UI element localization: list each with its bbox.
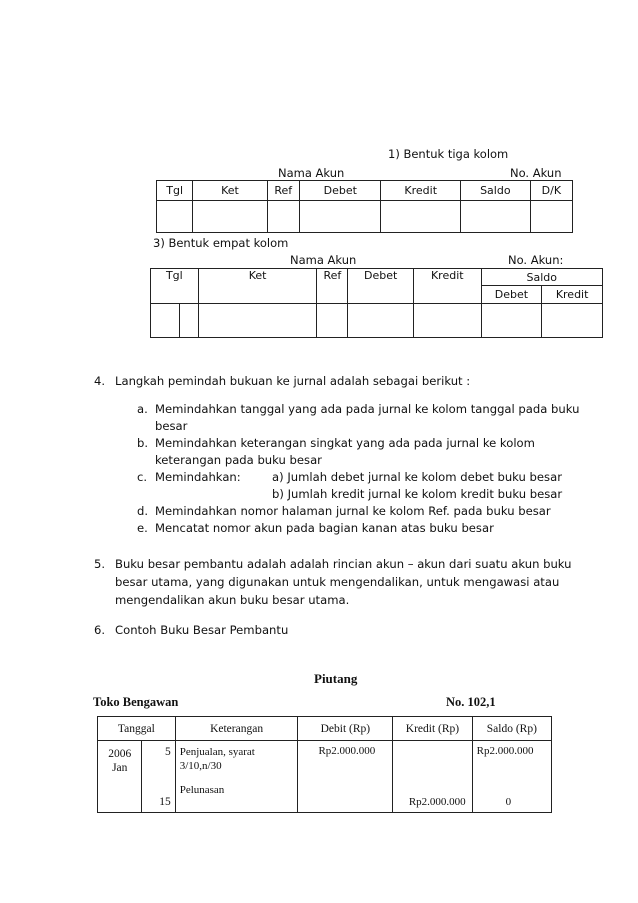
- piutang-ledger-table: [97, 716, 552, 813]
- date-day-cell: [142, 741, 175, 813]
- account-number: No. 102,1: [446, 695, 496, 709]
- ket-row-1-line2: 3/10,n/30: [179, 760, 222, 772]
- item-4c-text: Memindahkan:: [155, 470, 241, 484]
- item-5-number: 5.: [94, 557, 106, 571]
- no-akun-label: No. Akun: [510, 166, 562, 180]
- item-5-line1: Buku besar pembantu adalah adalah rincian akun – akun dari suatu akun buku: [115, 557, 572, 571]
- table-row: [98, 741, 552, 813]
- item-4b-label: b.: [137, 436, 149, 450]
- header-tanggal: Tanggal: [98, 717, 176, 741]
- item-5-line3: mengendalikan akun buku besar utama.: [115, 593, 350, 607]
- company-name: Toko Bengawan: [93, 695, 179, 709]
- table-header-row: [98, 717, 552, 741]
- kredit-cell: [393, 741, 472, 813]
- item-4b-line1: Memindahkan keterangan singkat yang ada pada jurnal ke kolom: [155, 436, 535, 450]
- nama-akun-label-2: Nama Akun: [290, 253, 357, 267]
- piutang-title: Piutang: [314, 671, 358, 686]
- day-row-1: 5: [164, 746, 171, 758]
- no-akun-label-2: No. Akun:: [508, 253, 564, 267]
- date-year: 2006: [108, 748, 132, 760]
- item-4e-text: Mencatat nomor akun pada bagian kanan atas buku besar: [155, 521, 494, 535]
- table-row: [157, 201, 573, 233]
- item-4d-label: d.: [137, 504, 149, 518]
- item-4a-line2: besar: [155, 419, 188, 433]
- table-header-row: [151, 269, 603, 286]
- header-debet: Debet: [300, 181, 381, 201]
- caption-four-column: 3) Bentuk empat kolom: [153, 236, 289, 250]
- header-dk: D/K: [530, 181, 572, 201]
- item-4e-label: e.: [137, 521, 148, 535]
- table-row: [151, 304, 603, 338]
- item-4-number: 4.: [94, 374, 106, 388]
- header-ket: Ket: [198, 269, 317, 304]
- item-4c-sub1: a) Jumlah debet jurnal ke kolom debet buku besar: [272, 470, 562, 484]
- table-header-row: [157, 181, 573, 201]
- header-kredit: Kredit: [413, 269, 481, 304]
- item-4c-sub2: b) Jumlah kredit jurnal ke kolom kredit buku besar: [272, 487, 563, 501]
- ket-row-2-line1: Pelunasan: [179, 784, 225, 796]
- item-5-line2: besar utama, yang digunakan untuk mengendalikan, untuk mengawasi atau: [115, 575, 560, 589]
- four-column-ledger-table: [150, 268, 603, 338]
- header-saldo-kredit: Kredit: [542, 286, 603, 304]
- item-4c-label: c.: [137, 470, 148, 484]
- item-4a-line1: Memindahkan tanggal yang ada pada jurnal ke kolom tanggal pada buku: [155, 402, 580, 416]
- header-tgl: Tgl: [151, 269, 199, 304]
- debit-row-1: Rp2.000.000: [318, 745, 376, 757]
- header-saldo-debet: Debet: [481, 286, 542, 304]
- caption-three-column: 1) Bentuk tiga kolom: [388, 147, 509, 161]
- debit-cell: [298, 741, 393, 813]
- day-row-2: 15: [159, 796, 171, 808]
- date-month: Jan: [112, 762, 128, 774]
- saldo-cell: [472, 741, 551, 813]
- item-4-text: Langkah pemindah bukuan ke jurnal adalah sebagai berikut :: [115, 374, 471, 388]
- saldo-row-2: 0: [505, 796, 512, 808]
- header-ref: Ref: [317, 269, 348, 304]
- header-tgl: Tgl: [157, 181, 193, 201]
- item-4d-text: Memindahkan nomor halaman jurnal ke kolom Ref. pada buku besar: [155, 504, 551, 518]
- kredit-row-2: Rp2.000.000: [408, 796, 466, 808]
- ket-row-1-line1: Penjualan, syarat: [179, 746, 255, 758]
- item-4a-label: a.: [137, 402, 148, 416]
- header-keterangan: Keterangan: [175, 717, 298, 741]
- header-kredit: Kredit: [381, 181, 460, 201]
- saldo-row-1: Rp2.000.000: [476, 745, 534, 757]
- header-kredit: Kredit (Rp): [393, 717, 472, 741]
- item-6-number: 6.: [94, 623, 106, 637]
- item-4b-line2: keterangan pada buku besar: [155, 453, 322, 467]
- three-column-ledger-table: [156, 180, 573, 233]
- header-saldo: Saldo: [481, 269, 602, 286]
- item-6-text: Contoh Buku Besar Pembantu: [115, 623, 289, 637]
- date-year-month-cell: [98, 741, 142, 813]
- header-ref: Ref: [267, 181, 300, 201]
- header-debet: Debet: [348, 269, 414, 304]
- nama-akun-label: Nama Akun: [278, 166, 345, 180]
- header-saldo: Saldo: [460, 181, 530, 201]
- header-debit: Debit (Rp): [298, 717, 393, 741]
- keterangan-cell: [175, 741, 298, 813]
- header-saldo: Saldo (Rp): [472, 717, 551, 741]
- header-ket: Ket: [193, 181, 267, 201]
